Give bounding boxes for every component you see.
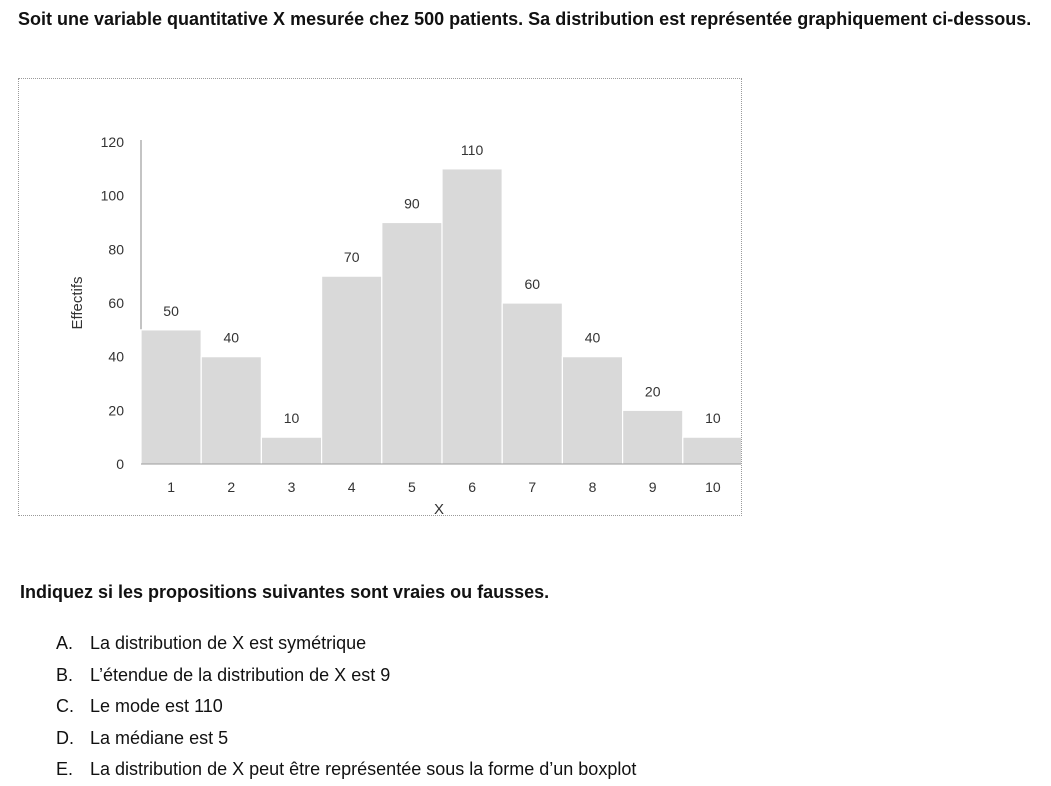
bar-value-label: 20	[644, 383, 661, 400]
histogram-bar	[261, 437, 321, 464]
y-tick-label: 100	[100, 187, 124, 204]
question-text: Indiquez si les propositions suivantes sont vraies ou fausses.	[20, 582, 550, 602]
x-tick-label: 4	[347, 479, 356, 495]
x-tick-label: 3	[287, 479, 296, 495]
y-tick-label: 60	[108, 295, 124, 311]
bar-value-label: 10	[283, 410, 300, 427]
bar-value-label: 40	[584, 329, 601, 346]
x-tick-label: 7	[528, 479, 537, 495]
option-text: La distribution de X est symétrique	[90, 633, 367, 653]
option-text: Le mode est 110	[90, 696, 223, 716]
y-tick-label: 120	[100, 134, 124, 150]
option-text: L’étendue de la distribution de X est 9	[90, 664, 391, 685]
x-tick-label: 5	[408, 479, 416, 495]
histogram-bar	[382, 223, 442, 465]
histogram-bar	[502, 303, 562, 464]
option-letter: A.	[56, 633, 74, 653]
bar-value-label: 90	[404, 195, 420, 212]
option-letter: C.	[56, 696, 74, 716]
histogram-bar	[322, 276, 382, 464]
histogram-bar	[442, 169, 502, 464]
x-tick-label: 2	[227, 479, 236, 495]
x-axis-title: X	[433, 501, 445, 515]
option-text: La médiane est 5	[90, 727, 229, 748]
x-tick-label: 6	[468, 479, 476, 495]
bar-value-label: 60	[524, 276, 541, 292]
bar-value-label: 50	[163, 302, 179, 319]
option-b	[56, 660, 636, 692]
histogram-bar	[201, 357, 261, 464]
histogram-bar	[683, 437, 741, 464]
x-tick-label: 1	[167, 479, 175, 495]
bar-value-label: 70	[343, 249, 360, 266]
option-letter: B.	[56, 664, 74, 685]
x-tick-label: 8	[588, 479, 597, 495]
histogram-bar	[562, 357, 622, 464]
option-letter: E.	[56, 759, 74, 779]
option-letter: D.	[56, 727, 74, 748]
option-text: La distribution de X peut être représentée sous la forme d’un boxplot	[90, 759, 637, 779]
bar-value-label: 40	[223, 329, 240, 346]
bar-value-label: 110	[460, 141, 484, 158]
y-tick-label: 80	[108, 241, 124, 258]
intro-text: Soit une variable quantitative X mesurée chez 500 patients. Sa distribution est représentée graphiquement ci-dessous.	[18, 9, 1032, 29]
options-list	[56, 628, 636, 786]
y-tick-label: 0	[116, 456, 124, 472]
histogram-frame	[18, 78, 742, 516]
y-tick-label: 20	[108, 402, 124, 419]
option-a	[56, 628, 636, 660]
x-tick-label: 9	[648, 479, 657, 495]
x-tick-label: 10	[705, 479, 721, 495]
option-d	[56, 723, 636, 755]
histogram-bar	[623, 410, 683, 464]
y-tick-label: 40	[108, 348, 124, 365]
histogram-bar	[141, 330, 201, 464]
option-e	[56, 754, 636, 786]
bar-value-label: 10	[705, 410, 721, 427]
histogram-chart	[19, 79, 741, 515]
y-axis-title: Effectifs	[69, 276, 86, 330]
option-c	[56, 691, 636, 723]
